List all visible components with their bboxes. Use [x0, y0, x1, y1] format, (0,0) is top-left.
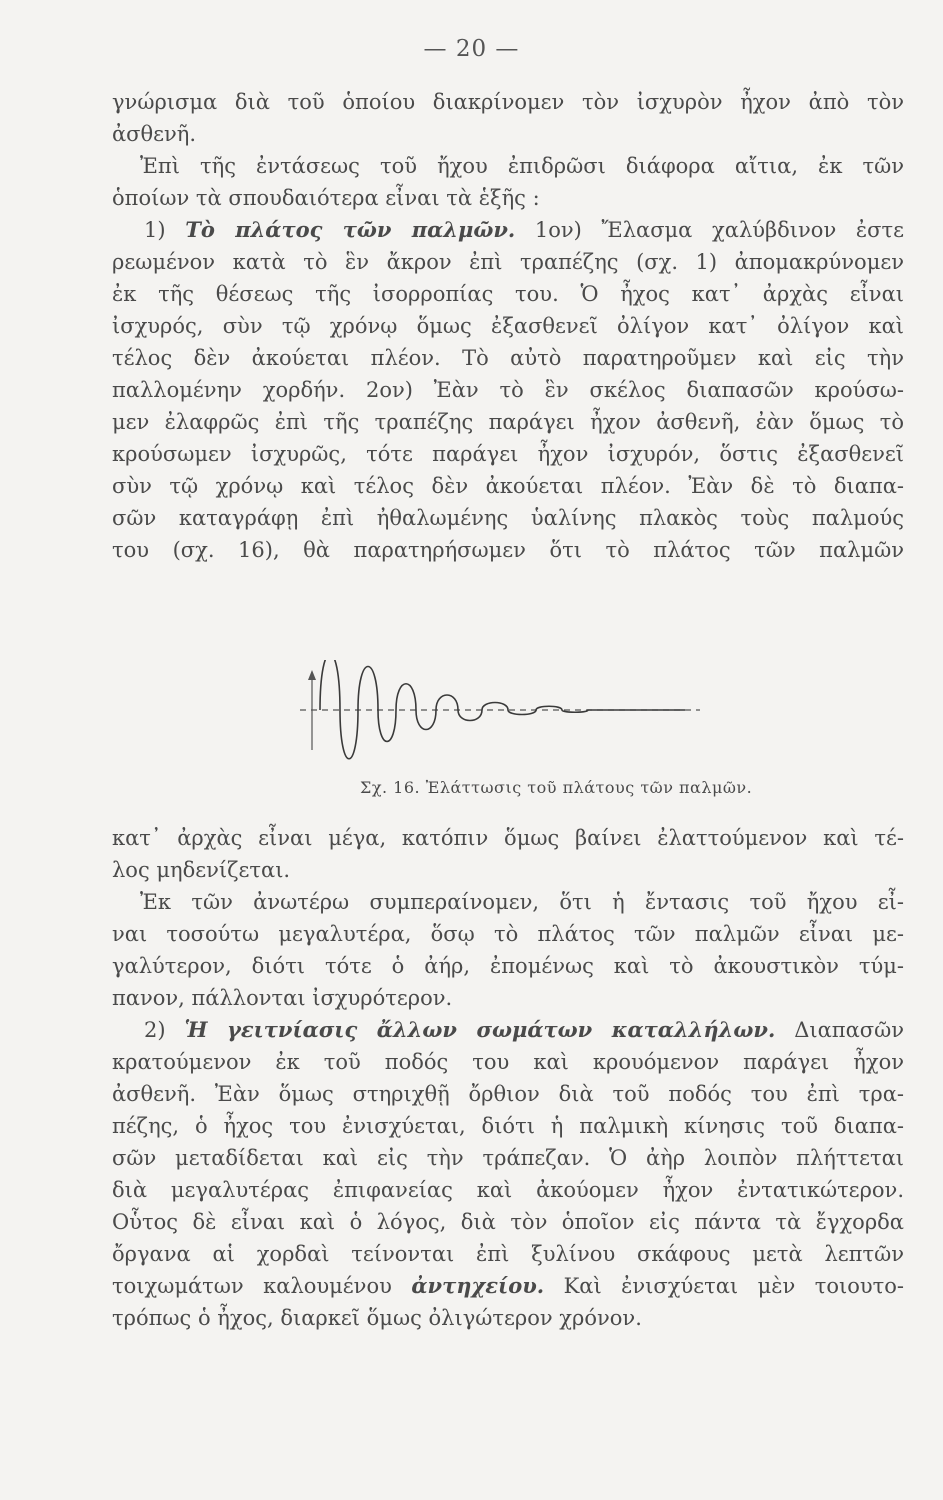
text-line: ναι τοσούτω μεγαλυτέρα, ὅσῳ τὸ πλάτος τῶν παλμῶν εἶναι με- [112, 922, 904, 946]
text-block-top [112, 86, 904, 566]
term-line-after: Καὶ ἐνισχύεται μὲν τοιουτο- [563, 1274, 904, 1298]
text-line: Ἐπὶ τῆς ἐντάσεως τοῦ ἤχου ἐπιδρῶσι διάφορα αἴτια, ἐκ τῶν [140, 154, 904, 178]
figure-caption: Σχ. 16. Ἐλάττωσις τοῦ πλάτους τῶν παλμῶν. [360, 778, 753, 797]
text-line: ὁποίων τὰ σπουδαιότερα εἶναι τὰ ἑξῆς : [112, 186, 540, 210]
item-2-title: Ἡ γειτνίασις ἄλλων σωμάτων καταλλήλων. [184, 1017, 776, 1042]
text-line: πέζης, ὁ ἦχος του ἐνισχύεται, διότι ἡ παλμικὴ κίνησις τοῦ διαπα- [112, 1114, 904, 1138]
text-line: μεν ἐλαφρῶς ἐπὶ τῆς τραπέζης παράγει ἦχον ἀσθενῆ, ἐὰν ὅμως τὸ [112, 410, 904, 434]
text-line: ἰσχυρός, σὺν τῷ χρόνῳ ὅμως ἐξασθενεῖ ὀλίγον κατ᾽ ὀλίγον καὶ [112, 314, 904, 338]
text-line: τρόπως ὁ ἦχος, διαρκεῖ ὅμως ὀλιγώτερον χρόνον. [112, 1306, 642, 1330]
text-line: σὺν τῷ χρόνῳ καὶ τέλος δὲν ἀκούεται πλέον. Ἐὰν δὲ τὸ διαπα- [112, 474, 904, 498]
item-1-heading-line [112, 214, 904, 246]
text-line: παλλομένην χορδήν. 2ον) Ἐὰν τὸ ἓν σκέλος διαπασῶν κρούσω- [112, 378, 904, 402]
text-line: σῶν μεταδίδεται καὶ εἰς τὴν τράπεζαν. Ὁ ἀὴρ λοιπὸν πλήττεται [112, 1146, 904, 1170]
text-line: γαλύτερον, διότι τότε ὁ ἀήρ, ἐπομένως καὶ τὸ ἀκουστικὸν τύμ- [112, 954, 904, 978]
term-resonator: ἀντηχείου. [411, 1273, 545, 1298]
text-line: πανον, πάλλονται ἰσχυρότερον. [112, 986, 453, 1010]
figure-axis-arrow [308, 670, 316, 680]
item-2-line-rest: Διαπασῶν [794, 1018, 904, 1042]
item-1-line-rest: 1ον) Ἔλασμα χαλύβδινον ἐστε [534, 218, 904, 242]
text-line: γνώρισμα διὰ τοῦ ὁποίου διακρίνομεν τὸν ἰσχυρὸν ἦχον ἀπὸ τὸν [112, 90, 904, 114]
term-line-before: τοιχωμάτων καλουμένου [112, 1274, 392, 1298]
text-line: ἀσθενῆ. [112, 122, 197, 146]
text-line: κατ᾽ ἀρχὰς εἶναι μέγα, κατόπιν ὅμως βαίνει ἐλαττούμενον καὶ τέ- [112, 826, 904, 850]
text-line: σῶν καταγράφῃ ἐπὶ ἠθαλωμένης ὑαλίνης πλακὸς τοὺς παλμούς [112, 506, 904, 530]
text-line: του (σχ. 16), θὰ παρατηρήσωμεν ὅτι τὸ πλάτος τῶν παλμῶν [112, 538, 904, 562]
text-line: Ἐκ τῶν ἀνωτέρω συμπεραίνομεν, ὅτι ἡ ἔντασις τοῦ ἤχου εἶ- [140, 890, 904, 914]
item-1-title: Τὸ πλάτος τῶν παλμῶν. [185, 217, 516, 242]
text-line: κρατούμενον ἐκ τοῦ ποδός του καὶ κρουόμενον παράγει ἦχον [112, 1050, 904, 1074]
text-line: ὄργανα αἱ χορδαὶ τείνονται ἐπὶ ξυλίνου σκάφους μετὰ λεπτῶν [112, 1242, 904, 1266]
text-line: Οὗτος δὲ εἶναι καὶ ὁ λόγος, διὰ τὸν ὁποῖον εἰς πάντα τὰ ἔγχορδα [112, 1210, 904, 1234]
item-2-heading-line [112, 1014, 904, 1046]
figure-wave-trace [320, 660, 685, 759]
text-line: κρούσωμεν ἰσχυρῶς, τότε παράγει ἦχον ἰσχυρόν, ὅστις ἐξασθενεῖ [112, 442, 904, 466]
text-line: ἐκ τῆς θέσεως τῆς ἰσορροπίας του. Ὁ ἦχος κατ᾽ ἀρχὰς εἶναι [112, 282, 904, 306]
text-line: διὰ μεγαλυτέρας ἐπιφανείας καὶ ἀκούομεν ἦχον ἐντατικώτερον. [112, 1178, 904, 1202]
text-block-bottom [112, 822, 904, 1334]
item-2-number: 2) [144, 1018, 166, 1042]
text-line: ἀσθενῆ. Ἐὰν ὅμως στηριχθῇ ὄρθιον διὰ τοῦ ποδός του ἐπὶ τρα- [112, 1082, 904, 1106]
text-line: τέλος δὲν ἀκούεται πλέον. Τὸ αὐτὸ παρατηροῦμεν καὶ εἰς τὴν [112, 346, 904, 370]
damped-oscillation-figure [290, 660, 710, 770]
page-number: — 20 — [423, 36, 520, 62]
text-line: ρεωμένον κατὰ τὸ ἓν ἄκρον ἐπὶ τραπέζης (σχ. 1) ἀπομακρύνομεν [112, 250, 904, 274]
item-1-number: 1) [144, 218, 166, 242]
text-line: λος μηδενίζεται. [112, 858, 291, 882]
text-line-with-term [112, 1270, 904, 1302]
